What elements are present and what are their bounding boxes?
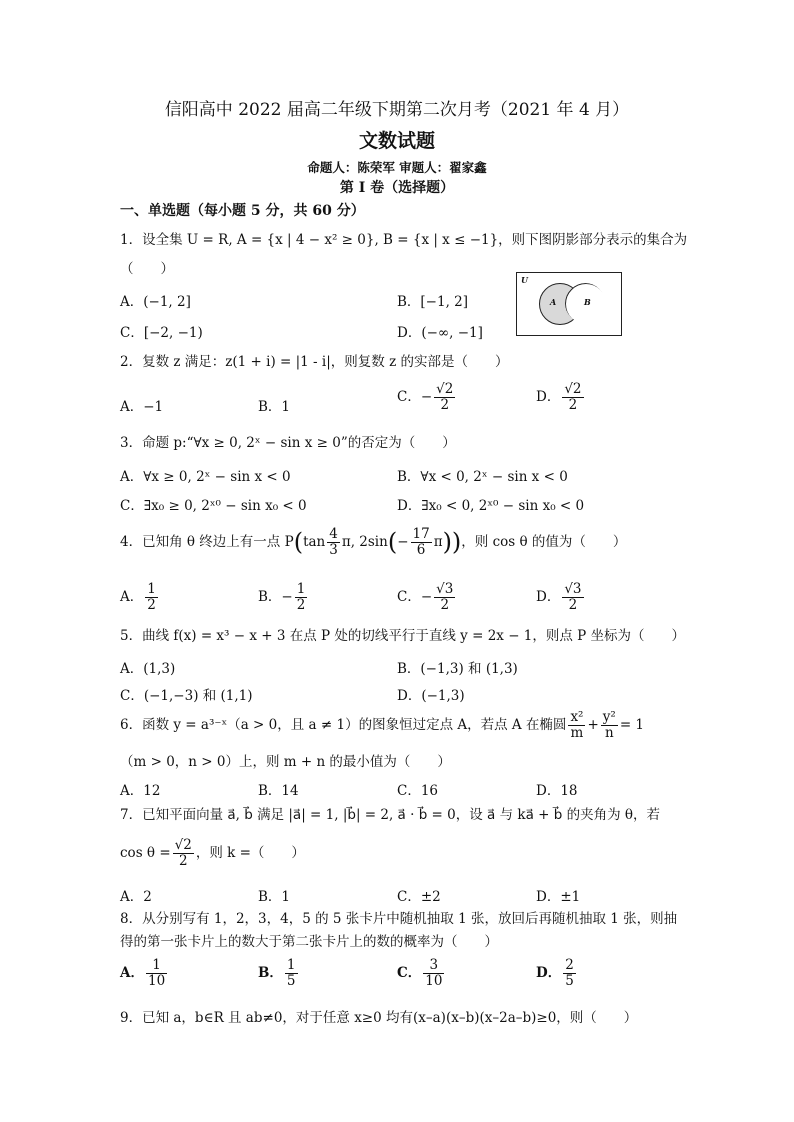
q4-d-num: √3	[564, 581, 582, 597]
q8-option-d	[536, 958, 578, 989]
q4-option-a	[120, 582, 160, 613]
q4-f2-num: 17	[412, 526, 430, 542]
q4-b-fraction	[295, 582, 308, 613]
q4-d-fraction	[562, 582, 583, 613]
q7-option-d: D．±1	[536, 889, 581, 905]
q7-stem-line2	[120, 838, 305, 869]
q4-stem: 4．已知角 θ 终边上有一点 P(tan $\frac{4}{3}$ π, 2sin(− $\frac{17}{6}$ π))，则 cos θ 的值为（ ）	[120, 526, 627, 558]
q4-option-c	[397, 582, 457, 613]
q4-b-den: 2	[296, 596, 306, 613]
q4-stem-post: ，则 cos θ 的值为（ ）	[461, 533, 627, 550]
q4-a-num: 1	[147, 581, 156, 597]
q8-d-num: 2	[565, 957, 574, 973]
q8-option-c	[397, 958, 446, 989]
q4-a-prefix: A．	[120, 588, 144, 605]
q4-f1-den: 3	[329, 541, 338, 558]
q1-stem: 1．设全集 U = R, A = {x | 4 − x² ≥ 0}, B = {x | x ≤ −1}，则下图阴影部分表示的集合为	[120, 232, 688, 248]
exam-subtitle: 文数试题	[358, 130, 435, 152]
q7-option-b: B．1	[258, 889, 291, 905]
q4-f2-den: 6	[416, 541, 426, 558]
q8-a-prefix: A．	[120, 964, 144, 981]
q4-fraction-2	[411, 527, 432, 558]
q2-d-num: √2	[564, 381, 582, 397]
q6-stem-line2: （m > 0，n > 0）上，则 m + n 的最小值为（ ）	[120, 754, 451, 770]
q6-frac-x-den: m	[570, 724, 584, 741]
q8-c-num: 3	[423, 958, 444, 974]
q4-b-num: 1	[296, 581, 306, 597]
q8-stem-line1: 8．从分别写有 1，2，3，4，5 的 5 张卡片中随机抽取 1 张，放回后再随机抽取 1 张，则抽	[120, 911, 678, 927]
q1-option-c: C．[−2, −1)	[120, 325, 203, 341]
q2-c-num: √2	[436, 381, 454, 397]
q6-plus: +	[587, 716, 599, 733]
q6-frac-x-num: x²	[570, 709, 584, 725]
q5-option-c: C．(−1,−3) 和 (1,1)	[120, 688, 253, 704]
q2-option-d	[536, 382, 586, 413]
q6-frac-y	[601, 710, 618, 741]
q4-c-fraction	[434, 582, 455, 613]
q8-option-b	[258, 958, 300, 989]
venn-diagram	[516, 272, 622, 336]
q8-option-a	[120, 958, 169, 989]
q8-d-den: 5	[565, 972, 574, 989]
q3-option-a: A．∀x ≥ 0, 2ˣ − sin x < 0	[120, 469, 291, 485]
venn-label-a: A	[550, 297, 557, 307]
q4-tan: tan	[303, 533, 326, 550]
q4-fraction-1	[327, 527, 340, 558]
q8-b-den: 5	[286, 972, 296, 989]
q2-stem: 2．复数 z 满足：z(1 + i) = |1 - i|，则复数 z 的实部是（ ）	[120, 354, 509, 370]
volume-heading: 第 I 卷（选择题）	[339, 180, 455, 196]
q5-stem: 5．曲线 f(x) = x³ − x + 3 在点 P 处的切线平行于直线 y = 2x − 1，则点 P 坐标为（ ）	[120, 628, 686, 644]
q7-option-a: A．2	[120, 889, 152, 905]
q4-option-d	[536, 582, 586, 613]
q5-option-d: D．(−1,3)	[397, 688, 465, 704]
q6-frac-y-den: n	[604, 724, 614, 741]
q2-d-prefix: D．	[536, 388, 561, 405]
q6-stem	[120, 710, 644, 741]
q6-stem-pre: 6．函数 y = a³⁻ˣ（a > 0，且 a ≠ 1）的图象恒过定点 A，若点 A 在椭圆	[120, 716, 567, 733]
q8-c-fraction	[423, 958, 444, 989]
q2-c-den: 2	[440, 396, 450, 413]
q6-frac-x	[568, 710, 585, 741]
q5-option-b: B．(−1,3) 和 (1,3)	[397, 661, 518, 677]
q8-a-den: 10	[147, 972, 166, 989]
q4-stem-pre: 4．已知角 θ 终边上有一点 P	[120, 533, 294, 550]
q8-c-den: 10	[425, 972, 443, 989]
q8-d-prefix: D．	[536, 964, 562, 981]
q8-c-prefix: C．	[397, 964, 422, 981]
q8-a-num: 1	[146, 958, 167, 974]
q4-f1-num: 4	[329, 526, 338, 542]
q8-a-fraction	[146, 958, 167, 989]
q7-num: √2	[174, 837, 192, 853]
q6-option-a: A．12	[120, 783, 161, 799]
q4-b-prefix: B．−	[258, 588, 293, 605]
section-heading: 一、单选题（每小题 5 分，共 60 分）	[120, 203, 365, 219]
q7-cos: cos θ =	[120, 844, 171, 861]
q8-b-num: 1	[286, 957, 296, 973]
q4-d-den: 2	[568, 596, 578, 613]
exam-title: 信阳高中 2022 届高二年级下期第二次月考（2021 年 4 月）	[164, 100, 630, 120]
q4-a-fraction	[145, 582, 158, 613]
q7-stem: 7．已知平面向量 a⃗, b⃗ 满足 |a⃗| = 1, |b⃗| = 2, a⃗ · b⃗ = 0，设 a⃗ 与 ka⃗ + b⃗ 的夹角为 θ，若	[120, 807, 661, 823]
q4-mid4: π	[433, 533, 443, 550]
q3-option-c: C．∃x₀ ≥ 0, 2ˣ⁰ − sin x₀ < 0	[120, 498, 307, 514]
q4-option-b	[258, 582, 309, 613]
q6-eq: = 1	[619, 716, 645, 733]
q1-option-b: B．[−1, 2]	[397, 294, 469, 310]
q7-den: 2	[178, 852, 188, 869]
q6-option-b: B．14	[258, 783, 299, 799]
q6-option-c: C．16	[397, 783, 439, 799]
q8-b-fraction	[285, 958, 298, 989]
q9-stem: 9．已知 a，b∈R 且 ab≠0，对于任意 x≥0 均有(x–a)(x–b)(x–2a–b)≥0，则（ ）	[120, 1010, 638, 1026]
q2-option-c	[397, 382, 457, 413]
q7-fraction	[173, 838, 194, 869]
q1-option-a: A．(−1, 2]	[120, 294, 191, 310]
q8-d-fraction	[563, 958, 576, 989]
q4-d-prefix: D．	[536, 588, 561, 605]
q3-option-d: D．∃x₀ < 0, 2ˣ⁰ − sin x₀ < 0	[397, 498, 585, 514]
q1-paren: （ ）	[120, 261, 174, 277]
q2-option-a: A．−1	[120, 399, 164, 415]
q5-option-a: A．(1,3)	[120, 661, 176, 677]
q7-option-c: C．±2	[397, 889, 441, 905]
q4-a-den: 2	[147, 596, 156, 613]
q4-c-prefix: C．−	[397, 588, 433, 605]
q2-c-prefix: C．−	[397, 388, 433, 405]
q1-option-d: D．(−∞, −1]	[397, 325, 483, 341]
q8-stem-line2: 得的第一张卡片上的数大于第二张卡片上的数的概率为（ ）	[120, 934, 498, 950]
venn-label-u: U	[521, 275, 528, 285]
q4-mid3: −	[397, 533, 409, 550]
exam-credits: 命题人：陈荣军 审题人：翟家鑫	[307, 160, 487, 175]
q3-stem: 3．命题 p:“∀x ≥ 0, 2ˣ − sin x ≥ 0”的否定为（ ）	[120, 435, 456, 451]
q8-b-prefix: B．	[258, 964, 283, 981]
q4-c-den: 2	[440, 596, 450, 613]
q4-mid2: π, 2sin	[341, 533, 388, 550]
q2-d-fraction	[562, 382, 583, 413]
q6-frac-y-num: y²	[602, 709, 616, 725]
q2-option-b: B．1	[258, 399, 291, 415]
q3-option-b: B．∀x < 0, 2ˣ − sin x < 0	[397, 469, 568, 485]
q2-c-fraction	[434, 382, 455, 413]
q2-d-den: 2	[568, 396, 578, 413]
q4-c-num: √3	[436, 581, 454, 597]
q6-option-d: D．18	[536, 783, 578, 799]
venn-label-b: B	[584, 297, 591, 307]
q7-post: ，则 k =（ ）	[195, 844, 305, 861]
